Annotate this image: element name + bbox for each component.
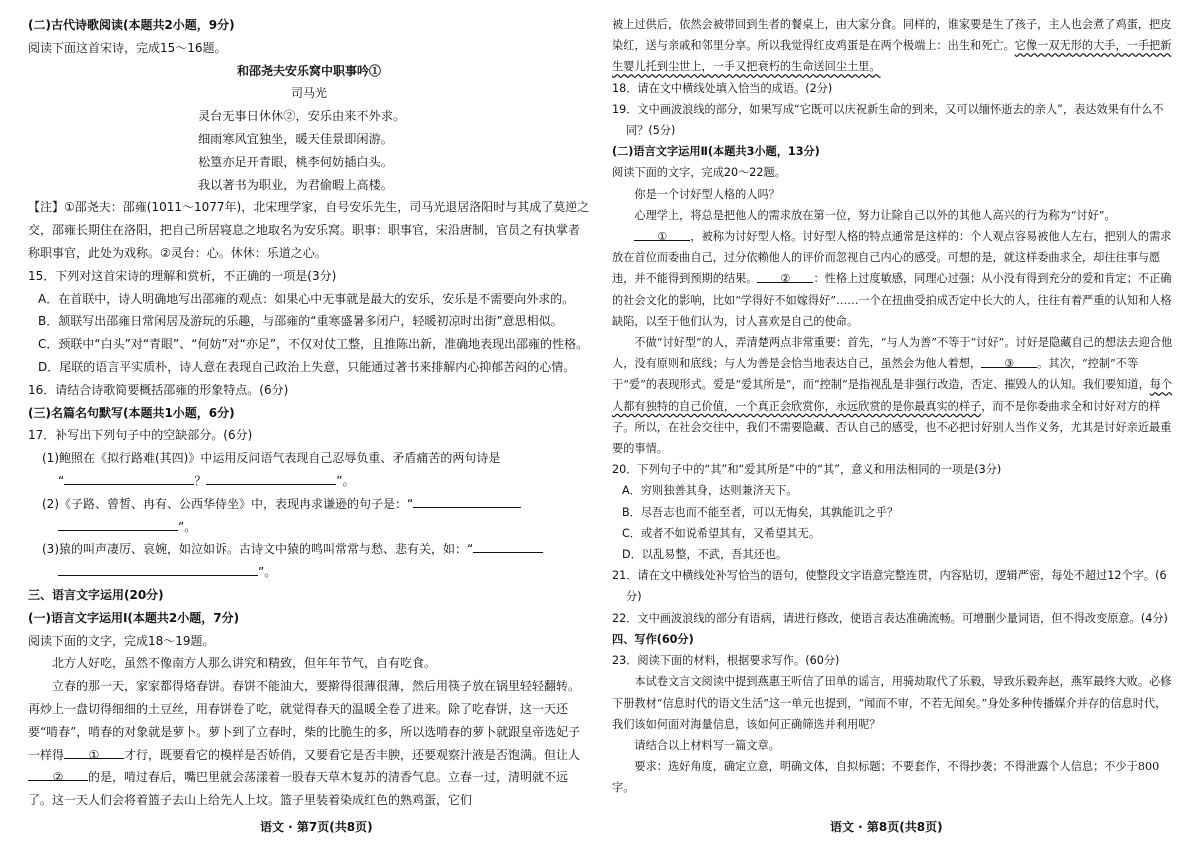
q15-option-d: D．尾联的语言平实质朴，诗人意在表现自己政治上失意，只能通过著书来排解内心抑郁苦闷的心情。 (38, 359, 576, 374)
q17-1-end: ”。 (336, 473, 355, 488)
question-20: 20．下列句子中的“其”和“爱其所是”中的“其”，意义和用法相同的一项是(3分) (612, 463, 1002, 477)
answer-blank[interactable] (64, 470, 194, 485)
q17-3-text: (3)猿的叫声凄厉、哀婉，如泣如诉。古诗文中猿的鸣叫常常与愁、悲有关，如：“ (42, 542, 474, 557)
q17-2-end: ”。 (178, 519, 197, 534)
poem-line: 灵台无事日休休②，安乐由来不外求。 (198, 109, 406, 124)
passage-text: 不做“讨好型”的人，弄清楚两点非常重要：首先，“与人为善”不等于“讨好”。讨好是隐藏自己的想法去迎合他人，没有原则和底线；与人为善是会恰当地表达自己，虽然会为他人着想， (612, 336, 1173, 371)
question-23: 23．阅读下面的材料，根据要求写作。(60分) (612, 654, 840, 668)
page-footer-left: 语文 · 第7页(共8页) (260, 820, 373, 834)
answer-blank[interactable] (58, 561, 258, 576)
section-heading-lang1: (一)语言文字运用Ⅰ(本题共2小题，7分) (28, 610, 240, 625)
question-17: 17．补写出下列句子中的空缺部分。(6分) (28, 428, 253, 443)
blank-number: ③ (1004, 357, 1015, 371)
question-19: 19．文中画波浪线的部分，如果写成“它既可以庆祝新生命的到来，又可以缅怀逝去的亲人”，表达效果有什么不同？(5分) (612, 102, 1164, 138)
passage-continuation (612, 14, 1174, 78)
poem-line: 松篁亦足开青眼，桃李何妨插白头。 (198, 154, 393, 169)
q17-2-text: (2)《子路、曾皙、冉有、公西华侍坐》中，表现冉求谦逊的句子是：“ (42, 496, 414, 511)
passage-blank-3[interactable] (981, 353, 1037, 371)
writing-instruction: 请结合以上材料写一篇文章。 (634, 738, 780, 752)
section-heading-3: 三、语言文字运用(20分) (28, 587, 164, 602)
passage-paragraph (612, 332, 1174, 459)
left-page (28, 14, 590, 812)
question-16: 16．请结合诗歌简要概括邵雍的形象特点。(6分) (28, 382, 289, 397)
poem-line: 我以著书为职业，为君偷暇上高楼。 (198, 177, 393, 192)
passage-text: 被上过供后，依然会被带回到生者的餐桌上，由大家分食。同样的，谁家要是生了孩子，主人也会煮了鸡蛋，把皮染红，送与亲戚和邻里分享。所以我觉得红皮鸡蛋是在两个极端上：出生和死亡。 (612, 18, 1172, 53)
section-heading-lang2: (二)语言文字运用Ⅱ(本题共3小题，13分) (612, 145, 820, 159)
section-heading-mingju: (三)名篇名句默写(本题共1小题，6分) (28, 405, 235, 420)
passage-paragraph: 北方人好吃，虽然不像南方人那么讲究和精致，但年年节气，自有吃食。 (52, 656, 437, 671)
q15-option-c: C．颈联中“白头”对“青眼”、“何妨”对“亦足”，不仅对仗工整，且推陈出新，准确地表现出邵雍的性格。 (38, 337, 589, 352)
q17-item-1 (28, 447, 590, 470)
q17-item-3-blanks (28, 561, 590, 584)
right-page (612, 14, 1174, 799)
section-heading-poetry: (二)古代诗歌阅读(本题共2小题，9分) (28, 18, 235, 32)
lang2-intro: 阅读下面的文字，完成20～22题。 (612, 166, 786, 180)
wavy-underlined-text: 每个人都有独特的自己价值，一个真正会欣赏你，永远欣赏的是你最真实的样子 (612, 378, 1173, 413)
page-footer-right: 语文 · 第8页(共8页) (830, 820, 943, 834)
wavy-underlined-text: 它像一双无形的大手，一手把新生婴儿托到尘世上，一手又把衰朽的生命送回尘土里。 (612, 39, 1172, 74)
passage-text: 。其次，“控制”不等于“爱”的表现形式。爱是“爱其所是”，而“控制”是指视乱是非强行改造，否定、摧毁人的认知。我们要知道， (612, 357, 1150, 392)
passage-title: 你是一个讨好型人格的人吗？ (634, 187, 780, 201)
q17-3-end: ”。 (258, 565, 277, 580)
q17-1-qmark: ？ (194, 473, 207, 488)
q20-option-d: D．以乱易整，不武，吾其还也。 (622, 548, 788, 562)
passage-text: 才行，既要看它的模样是否娇俏，又要看它是否丰腴，还要观察汁液是否饱满。但让人 (124, 747, 581, 762)
q17-1-text: (1)鲍照在《拟行路难(其四)》中运用反问语气表现自己忍辱负重、矛盾痛苦的两句诗是 (42, 451, 501, 466)
answer-blank[interactable] (413, 493, 521, 508)
blank-number: ② (52, 770, 64, 785)
poem-author: 司马光 (290, 86, 327, 101)
passage-text: 的是，啃过春后，嘴巴里就会荡漾着一股春天草木复苏的清香气息。立春一过，清明就不远了。这一天人们会将着篮子去山上给先人上坟。篮子里装着染成红色的熟鸡蛋，它们 (28, 770, 569, 808)
passage-paragraph (28, 675, 590, 812)
poem-note: 【注】①邵尧夫：邵雍(1011～1077年)，北宋理学家，自号安乐先生，司马光退居洛阳时与其成了莫逆之交，邵雍长期住在洛阳，把自己所居寝息之地取名为安乐窝。职事：职事官，宋沿唐制，官员之有执掌者称职事官，此处为戏称。②灵台：心。休休：乐道之心。 (28, 200, 590, 260)
question-15: 15．下列对这首宋诗的理解和赏析，不正确的一项是(3分) (28, 268, 337, 283)
q17-item-1-blanks (28, 470, 590, 493)
blank-number: ① (88, 747, 100, 762)
answer-blank[interactable] (206, 470, 336, 485)
blank-number: ② (780, 272, 791, 286)
q20-option-a: A．穷则独善其身，达则兼济天下。 (622, 484, 798, 498)
q17-item-2-blanks (28, 516, 590, 539)
poem-line: 细雨寒风宜独坐，暖天佳景即闲游。 (198, 131, 393, 146)
q20-option-b: B．尽吾志也而不能至者，可以无悔矣，其孰能讥之乎？ (622, 505, 899, 519)
passage-text: ，被称为讨好型人格。讨好型人格的特点通常是这样的：个人观点容易被他人左右，把别人的需求放在首位而委曲自己，过分依赖他人的评价而忽视自己内心的感受。可想的是，就这样委曲求全，却往往事与愿违，并不能得到预期的结果。 (612, 230, 1172, 286)
poem-title: 和邵尧夫安乐窝中职事吟① (236, 63, 381, 78)
q20-option-c: C．或者不如说希望其有，又希望其无。 (622, 526, 821, 540)
passage-text: ：性格上过度敏感，同理心过强；从小没有得到充分的爱和肯定；不正确的社会文化的影响，比如“学得好不如嫁得好”……一个在扭曲受拍成否定中长大的人，往往有着严重的认知和人格缺陷，以至于他们认为，讨人喜欢是自己的使命。 (612, 272, 1172, 328)
passage-paragraph (612, 226, 1174, 332)
writing-requirements: 要求：选好角度，确定立意，明确文体，自拟标题；不要套作，不得抄袭；不得泄露个人信息；不少于800字。 (612, 760, 1160, 795)
section-heading-4: 四、写作(60分) (612, 632, 694, 646)
writing-material: 本试卷文言文阅读中提到燕惠王听信了田单的谣言，用骑劫取代了乐毅，导致乐毅奔赵，燕军最终大败。必修下册教材“信息时代的语文生活”这一单元也提到，“闻而不审，不若无闻矣。”身处多种传播媒介并存的信息时代，我们该如何面对海量信息，该如何正确筛选并利用呢？ (612, 675, 1172, 731)
passage-blank-1[interactable] (634, 226, 690, 244)
passage-text: 立春的那一天，家家都得烙春饼。春饼不能油大，要擀得很薄很薄，然后用筷子放在锅里轻轻翻转。再炒上一盘切得细细的土豆丝，用春饼卷了吃，就觉得春天的温暖全卷了进来。除了吃春饼，这一天还要“啃春”，啃春的对象就是萝卜。萝卜到了立春时，柴的比脆生的多，所以选啃春的萝卜就跟皇帝选妃子一样得 (28, 679, 581, 762)
answer-blank[interactable] (58, 516, 178, 531)
answer-blank[interactable] (473, 538, 543, 553)
question-22: 22．文中画波浪线的部分有语病，请进行修改，使语言表达准确流畅。可增删少量词语，但不得改变原意。(4分) (612, 611, 1168, 625)
passage-blank-1[interactable] (64, 744, 124, 762)
question-18: 18．请在文中横线处填入恰当的成语。(2分) (612, 81, 833, 95)
q17-1-quote: “ (58, 473, 65, 488)
blank-number: ① (657, 230, 668, 244)
q15-option-b: B．颔联写出邵雍日常闲居及游玩的乐趣，与邵雍的“重寒盛暑多闭户，轻暖初凉时出街”意思相似。 (38, 314, 563, 329)
passage-blank-2[interactable] (28, 766, 88, 785)
passage-paragraph: 心理学上，将总是把他人的需求放在第一位，努力让除自己以外的其他人高兴的行为称为“讨好”。 (634, 208, 1116, 222)
question-21: 21．请在文中横线处补写恰当的语句，使整段文字语意完整连贯，内容贴切，逻辑严密，每处不超过12个字。(6分) (612, 569, 1167, 604)
poetry-intro: 阅读下面这首宋诗，完成15～16题。 (28, 40, 227, 55)
passage-blank-2[interactable] (757, 268, 813, 286)
q17-item-2 (28, 493, 590, 516)
q15-option-a: A．在首联中，诗人明确地写出邵雍的观点：如果心中无事就是最大的安乐，安乐是不需要向外求的。 (38, 291, 575, 306)
passage-text: ，而不是你委曲求全和讨好对方的样子。所以，在社会交往中，我们不需要隐藏、否认自己的感受，也不必把讨好别人当作义务，尤其是讨好亲近最重要的事情。 (612, 399, 1172, 456)
lang1-intro: 阅读下面的文字，完成18～19题。 (28, 633, 215, 648)
q17-item-3 (28, 538, 590, 561)
